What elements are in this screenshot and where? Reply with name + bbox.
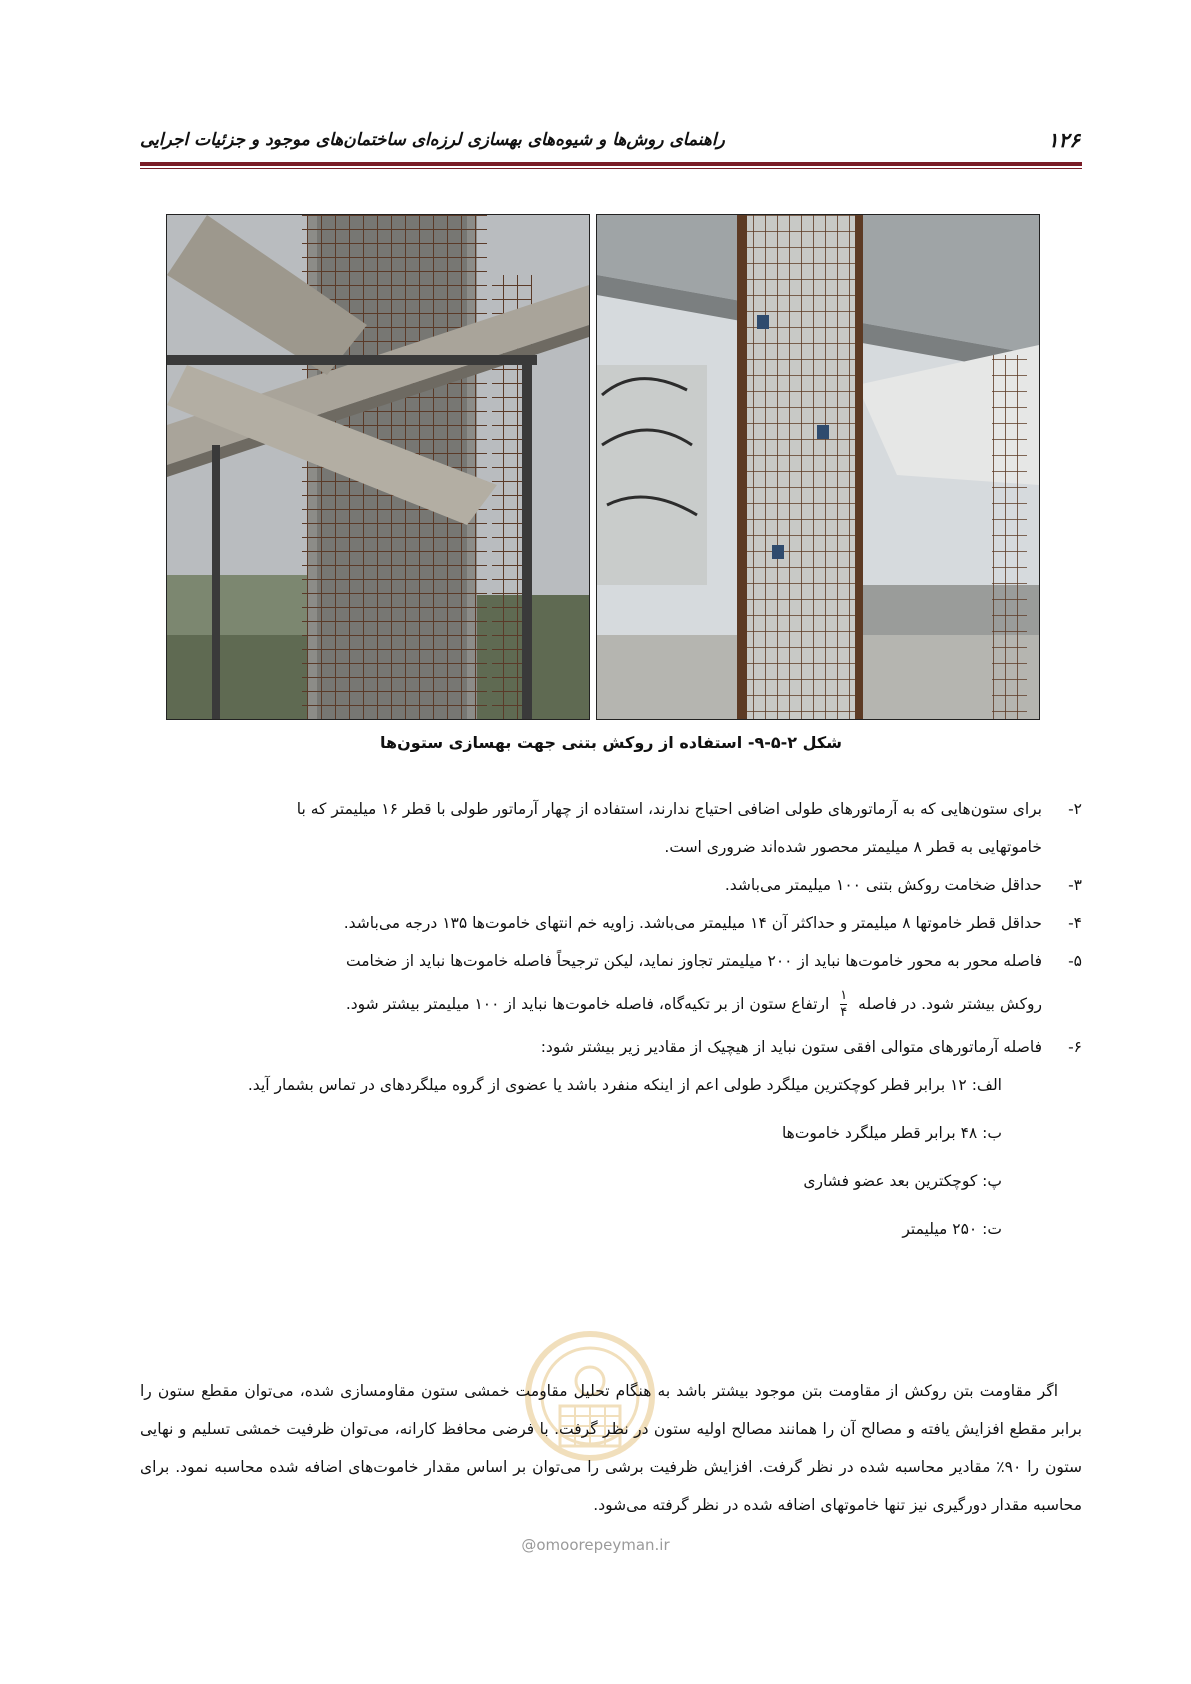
item-text-continued: خاموتهایی به قطر ۸ میلیمتر محصور شده‌اند ضروری است. xyxy=(664,838,1042,856)
item-text-part-a: روکش بیشتر شود. در فاصله xyxy=(858,995,1042,1013)
item-number: ۶- xyxy=(1068,1038,1082,1056)
page-header xyxy=(140,126,1080,162)
item-text: فاصله محور به محور خاموت‌ها نباید از ۲۰۰ میلیمتر تجاوز نماید، لیکن ترجیحاً فاصله خاموت‌ها نباید از ضخامت xyxy=(345,952,1042,970)
item-number: ۴- xyxy=(1068,914,1082,932)
item-number: ۳- xyxy=(1068,876,1082,894)
list-item xyxy=(140,1028,1082,1066)
list-item xyxy=(140,866,1082,904)
photo-column-jacket-right xyxy=(596,214,1040,720)
page-number: ۱۲۶ xyxy=(1047,128,1080,152)
item-text-continued xyxy=(140,980,1042,1028)
sub-list-item: پ: کوچکترین بعد عضو فشاری xyxy=(803,1172,1002,1190)
sub-list-item: ت: ۲۵۰ میلیمتر xyxy=(902,1220,1002,1238)
item-text: برای ستون‌هایی که به آرماتورهای طولی اضافی احتیاج ندارند، استفاده از چهار آرماتور طولی با قطر ۱۶ میلیمتر که با xyxy=(296,800,1042,818)
fraction-numerator: ۱ xyxy=(840,988,848,1003)
fraction-denominator: ۴ xyxy=(840,1005,848,1020)
item-text-part-b: ارتفاع ستون از بر تکیه‌گاه، فاصله خاموت‌ها نباید از ۱۰۰ میلیمتر بیشتر شود. xyxy=(345,995,830,1013)
list-item xyxy=(140,942,1082,1028)
sub-list-item: ب: ۴۸ برابر قطر میلگرد خاموت‌ها xyxy=(781,1124,1002,1142)
fraction-one-quarter xyxy=(840,988,847,1021)
requirements-list xyxy=(140,790,1082,1248)
list-item xyxy=(140,904,1082,942)
item-number: ۲- xyxy=(1068,800,1082,818)
item-number: ۵- xyxy=(1068,952,1082,970)
item-text: حداقل قطر خاموتها ۸ میلیمتر و حداکثر آن ۱۴ میلیمتر می‌باشد. زاویه خم انتهای خاموت‌ها ۱۳۵ درجه می‌باشد. xyxy=(343,914,1042,932)
item-text: حداقل ضخامت روکش بتنی ۱۰۰ میلیمتر می‌باشد. xyxy=(724,876,1042,894)
item-text: فاصله آرماتورهای متوالی افقی ستون نباید از هیچیک از مقادیر زیر بیشتر شود: xyxy=(540,1038,1042,1056)
body-paragraph: اگر مقاومت بتن روکش از مقاومت بتن موجود بیشتر باشد به هنگام تحلیل مقاومت خمشی ستون مقاومسازی شده، می‌توان مقطع ستون را برابر مقطع افزایش یافته و مصالح آن را همانند مصالح اولیه ستون در نظر گرفت. با فرضی محافظ کارانه، می‌توان ظرفیت خمشی تسلیم و نهایی ستون را ۹۰٪ مقادیر محاسبه شده در نظر گرفت. افزایش ظرفیت برشی را می‌توان بر اساس مقدار خاموت‌های اضافه شده محاسبه نمود. برای محاسبه مقدار دورگیری نیز تنها خاموتهای اضافه شده در نظر گرفته می‌شود. xyxy=(140,1382,1083,1514)
running-title: راهنمای روش‌ها و شیوه‌های بهسازی لرزه‌ای ساختمان‌های موجود و جزئیات اجرایی xyxy=(140,130,725,150)
figure-caption: شکل ۲-۵-۹- استفاده از روکش بتنی جهت بهسازی ستون‌ها xyxy=(380,733,842,752)
header-rule-thin xyxy=(140,168,1082,169)
sub-list-item: الف: ۱۲ برابر قطر کوچکترین میلگرد طولی اعم از اینکه منفرد باشد یا عضوی از گروه میلگردهای در تماس بشمار آید. xyxy=(247,1076,1002,1094)
photo-column-jacket-left xyxy=(166,214,590,720)
watermark-url: @omoorepeyman.ir xyxy=(521,1536,670,1554)
list-item xyxy=(140,790,1082,866)
header-rule xyxy=(140,162,1082,166)
